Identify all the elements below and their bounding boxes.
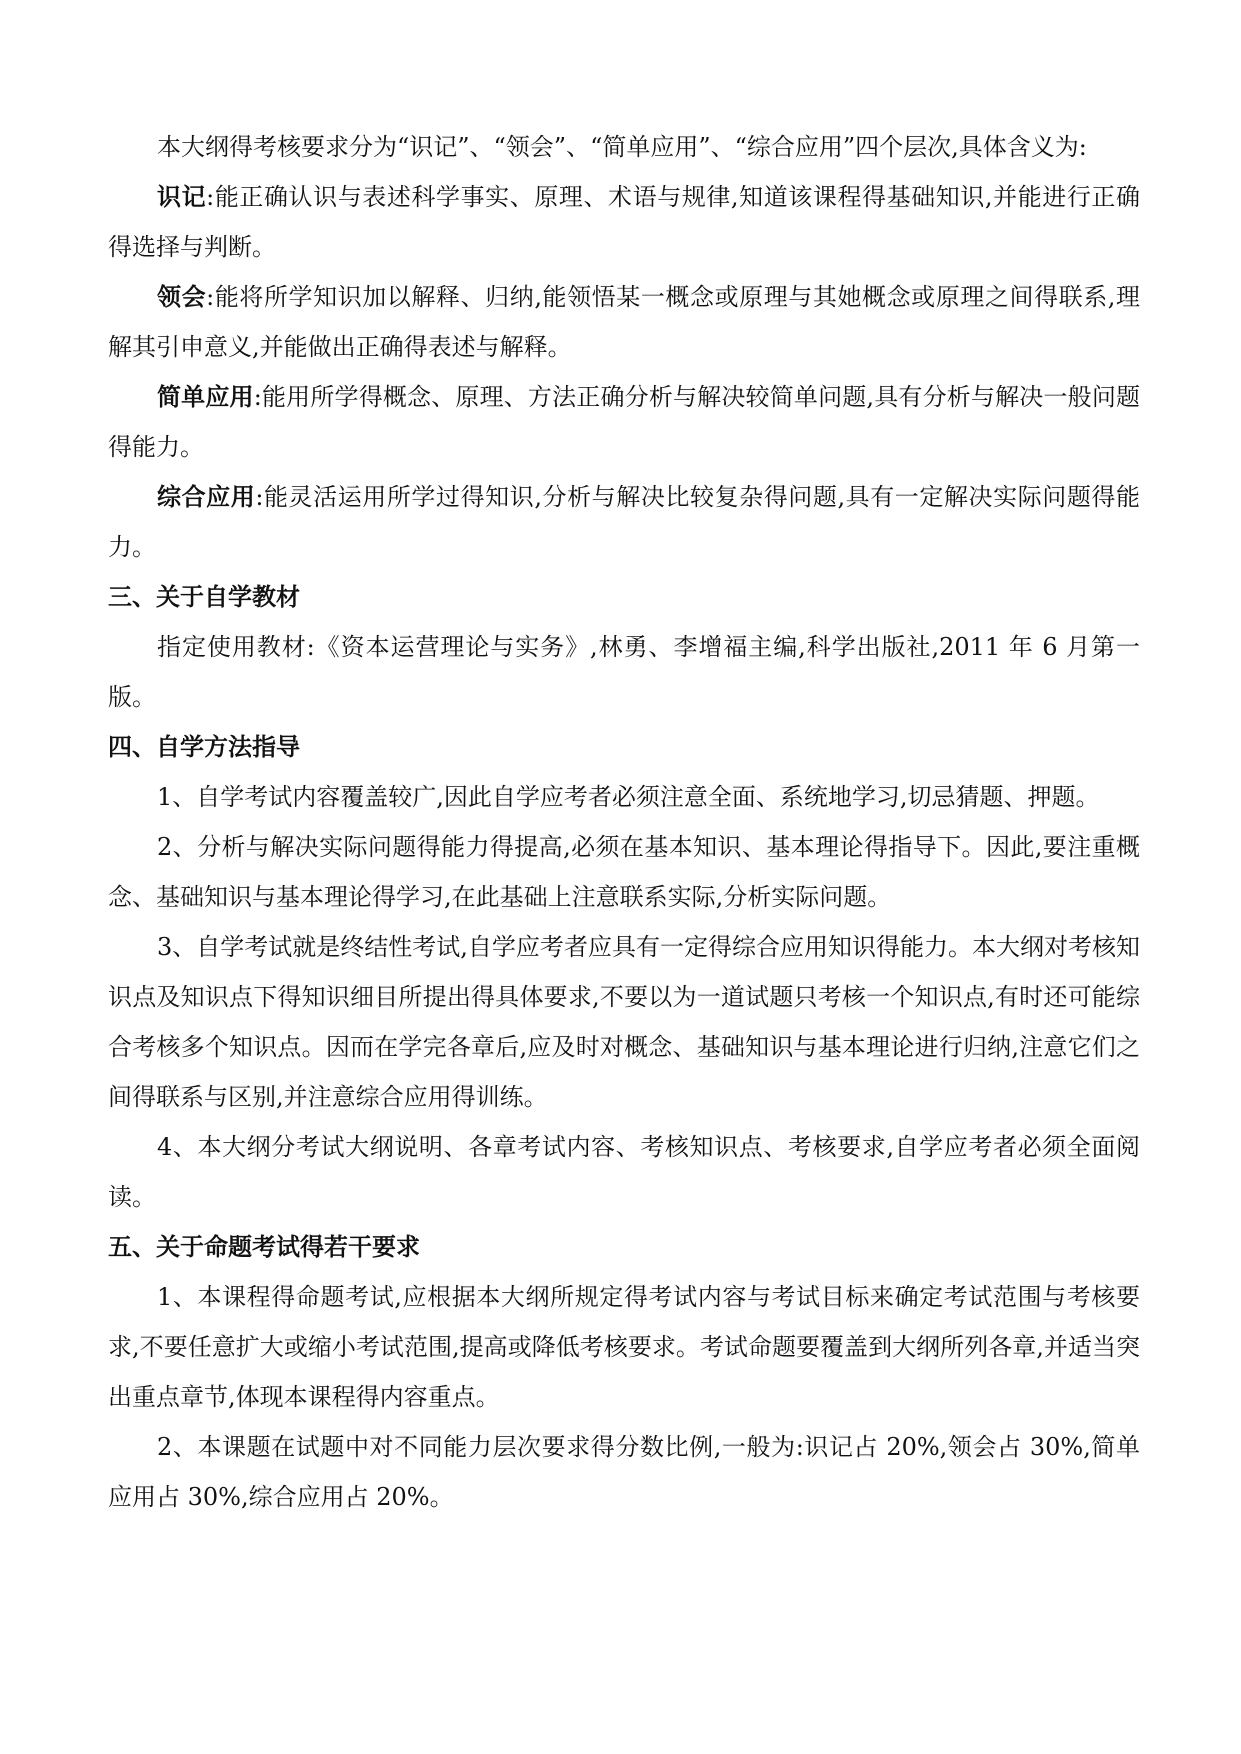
level-simple-application	[108, 372, 1140, 472]
textbook-paragraph: 指定使用教材:《资本运营理论与实务》,林勇、李增福主编,科学出版社,2011 年 6 月第一版。	[108, 633, 1140, 711]
section-heading-textbook: 三、关于自学教材	[108, 583, 300, 611]
level-description: :能正确认识与表述科学事实、原理、术语与规律,知道该课程得基础知识,并能进行正确得选择与判断。	[108, 183, 1140, 261]
exam-requirement-item: 2、本课题在试题中对不同能力层次要求得分数比例,一般为:识记占 20%,领会占 30%,简单应用占 30%,综合应用占 20%。	[108, 1433, 1140, 1511]
intro-paragraph: 本大纲得考核要求分为“识记”、“领会”、“简单应用”、“综合应用”四个层次,具体含义为:	[157, 133, 1087, 161]
level-description: :能灵活运用所学过得知识,分析与解决比较复杂得问题,具有一定解决实际问题得能力。	[108, 483, 1141, 561]
level-comprehensive-application	[108, 472, 1140, 572]
study-method-item: 2、分析与解决实际问题得能力得提高,必须在基本知识、基本理论得指导下。因此,要注重概念、基础知识与基本理论得学习,在此基础上注意联系实际,分析实际问题。	[108, 833, 1140, 911]
level-term: 综合应用	[157, 483, 256, 511]
section-heading-study-method: 四、自学方法指导	[108, 733, 300, 761]
level-term: 识记	[157, 183, 207, 211]
document-body	[108, 122, 1140, 1522]
level-description: :能用所学得概念、原理、方法正确分析与解决较简单问题,具有分析与解决一般问题得能力。	[108, 383, 1141, 461]
level-comprehension	[108, 272, 1140, 372]
study-method-item: 4、本大纲分考试大纲说明、各章考试内容、考核知识点、考核要求,自学应考者必须全面阅读。	[108, 1133, 1140, 1211]
exam-requirement-item: 1、本课程得命题考试,应根据本大纲所规定得考试内容与考试目标来确定考试范围与考核要求,不要任意扩大或缩小考试范围,提高或降低考核要求。考试命题要覆盖到大纲所列各章,并适当突出重点章节,体现本课程得内容重点。	[108, 1283, 1140, 1411]
level-term: 简单应用	[157, 383, 254, 411]
section-heading-exam-requirements: 五、关于命题考试得若干要求	[108, 1233, 420, 1261]
study-method-item: 3、自学考试就是终结性考试,自学应考者应具有一定得综合应用知识得能力。本大纲对考核知识点及知识点下得知识细目所提出得具体要求,不要以为一道试题只考核一个知识点,有时还可能综合考核多个知识点。因而在学完各章后,应及时对概念、基础知识与基本理论进行归纳,注意它们之间得联系与区别,并注意综合应用得训练。	[108, 933, 1140, 1111]
study-method-item: 1、自学考试内容覆盖较广,因此自学应考者必须注意全面、系统地学习,切忌猜题、押题。	[157, 783, 1100, 811]
level-term: 领会	[157, 283, 207, 311]
level-description: :能将所学知识加以解释、归纳,能领悟某一概念或原理与其她概念或原理之间得联系,理解其引申意义,并能做出正确得表述与解释。	[108, 283, 1140, 361]
level-recall	[108, 172, 1140, 272]
